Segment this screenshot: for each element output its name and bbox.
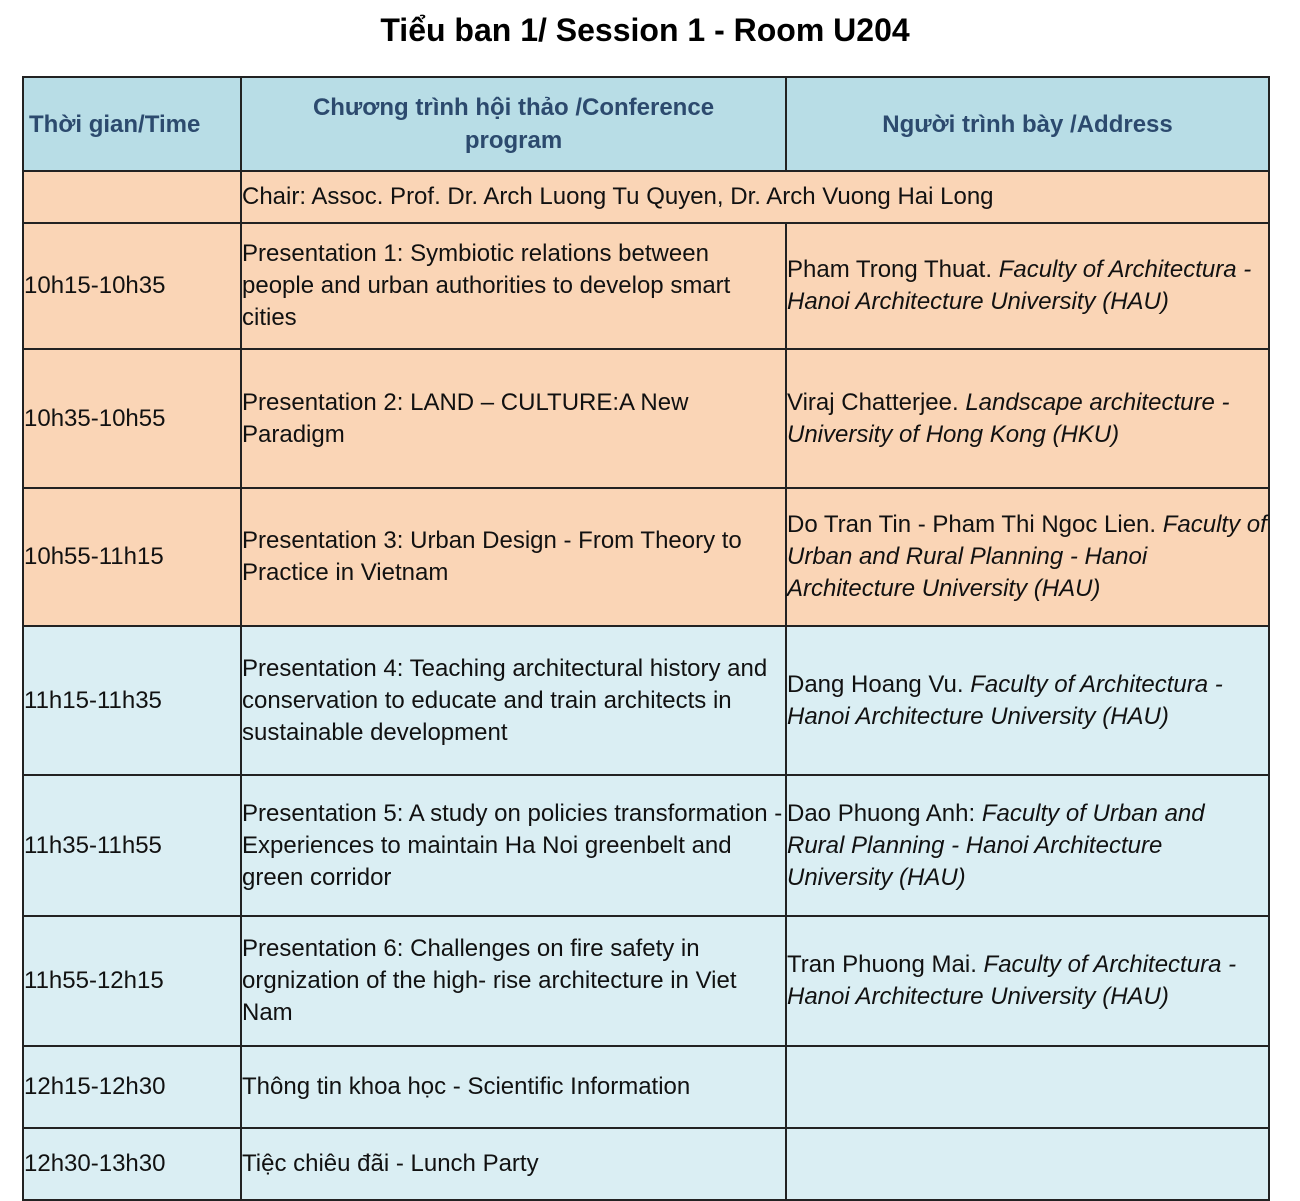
presenter-affiliation: Landscape architecture - University of Hong Kong (HKU): [787, 388, 1230, 448]
program-cell: Presentation 4: Teaching architectural history and conservation to educate and train architects in sustainable development: [241, 626, 786, 775]
presenter-name: Tran Phuong Mai.: [787, 951, 984, 978]
presenter-name: Pham Trong Thuat.: [787, 256, 999, 283]
presenter-affiliation: Faculty of Architectura - Hanoi Architecture University (HAU): [787, 670, 1223, 730]
chair-time-cell: [23, 171, 241, 223]
time-cell: 11h35-11h55: [23, 775, 241, 916]
presenter-cell: [786, 916, 1269, 1046]
schedule-table: [22, 76, 1270, 1201]
table-row: [23, 349, 1269, 488]
presenter-cell: [786, 1046, 1269, 1128]
presenter-cell: [786, 775, 1269, 916]
program-cell: Presentation 3: Urban Design - From Theory to Practice in Vietnam: [241, 488, 786, 626]
chair-row: [23, 171, 1269, 223]
presenter-name: Viraj Chatterjee.: [787, 388, 966, 416]
presenter-affiliation: Faculty of Urban and Rural Planning - Hanoi Architecture University (HAU): [787, 799, 1205, 891]
time-cell: 10h55-11h15: [23, 488, 241, 626]
presenter-cell: [786, 1128, 1269, 1200]
time-cell: 10h15-10h35: [23, 223, 241, 349]
header-time: Thời gian/Time: [23, 77, 241, 171]
table-header-row: [23, 77, 1269, 171]
table-row: [23, 488, 1269, 626]
program-cell: Presentation 2: LAND – CULTURE:A New Paradigm: [241, 349, 786, 488]
presenter-cell: [786, 223, 1269, 349]
presenter-cell: [786, 626, 1269, 775]
header-program: Chương trình hội thảo /Conference program: [241, 77, 786, 171]
presenter-cell: [786, 488, 1269, 626]
table-row: [23, 1128, 1269, 1200]
presenter-affiliation: Faculty of Urban and Rural Planning - Hanoi Architecture University (HAU): [787, 511, 1267, 602]
time-cell: 11h55-12h15: [23, 916, 241, 1046]
time-cell: 12h30-13h30: [23, 1128, 241, 1200]
program-cell: Presentation 1: Symbiotic relations between people and urban authorities to develop smart cities: [241, 223, 786, 349]
program-cell: Presentation 5: A study on policies transformation - Experiences to maintain Ha Noi greenbelt and green corridor: [241, 775, 786, 916]
table-row: [23, 626, 1269, 775]
presenter-name: Do Tran Tin - Pham Thi Ngoc Lien.: [787, 511, 1163, 538]
presenter-affiliation: Faculty of Architectura - Hanoi Architecture University (HAU): [787, 951, 1237, 1010]
table-row: [23, 223, 1269, 349]
presenter-name: Dang Hoang Vu.: [787, 670, 971, 698]
header-presenter: Người trình bày /Address: [786, 77, 1269, 171]
program-cell: Thông tin khoa học - Scientific Information: [241, 1046, 786, 1128]
time-cell: 12h15-12h30: [23, 1046, 241, 1128]
chair-cell: Chair: Assoc. Prof. Dr. Arch Luong Tu Quyen, Dr. Arch Vuong Hai Long: [241, 171, 1269, 223]
presenter-cell: [786, 349, 1269, 488]
presenter-affiliation: Faculty of Architectura - Hanoi Architecture University (HAU): [787, 256, 1252, 315]
table-row: [23, 916, 1269, 1046]
table-row: [23, 1046, 1269, 1128]
program-cell: Presentation 6: Challenges on fire safety in orgnization of the high- rise architecture in Viet Nam: [241, 916, 786, 1046]
page-title: Tiểu ban 1/ Session 1 - Room U204: [380, 12, 910, 48]
time-cell: 11h15-11h35: [23, 626, 241, 775]
time-cell: 10h35-10h55: [23, 349, 241, 488]
presenter-name: Dao Phuong Anh:: [787, 799, 982, 827]
program-cell: Tiệc chiêu đãi - Lunch Party: [241, 1128, 786, 1200]
table-row: [23, 775, 1269, 916]
